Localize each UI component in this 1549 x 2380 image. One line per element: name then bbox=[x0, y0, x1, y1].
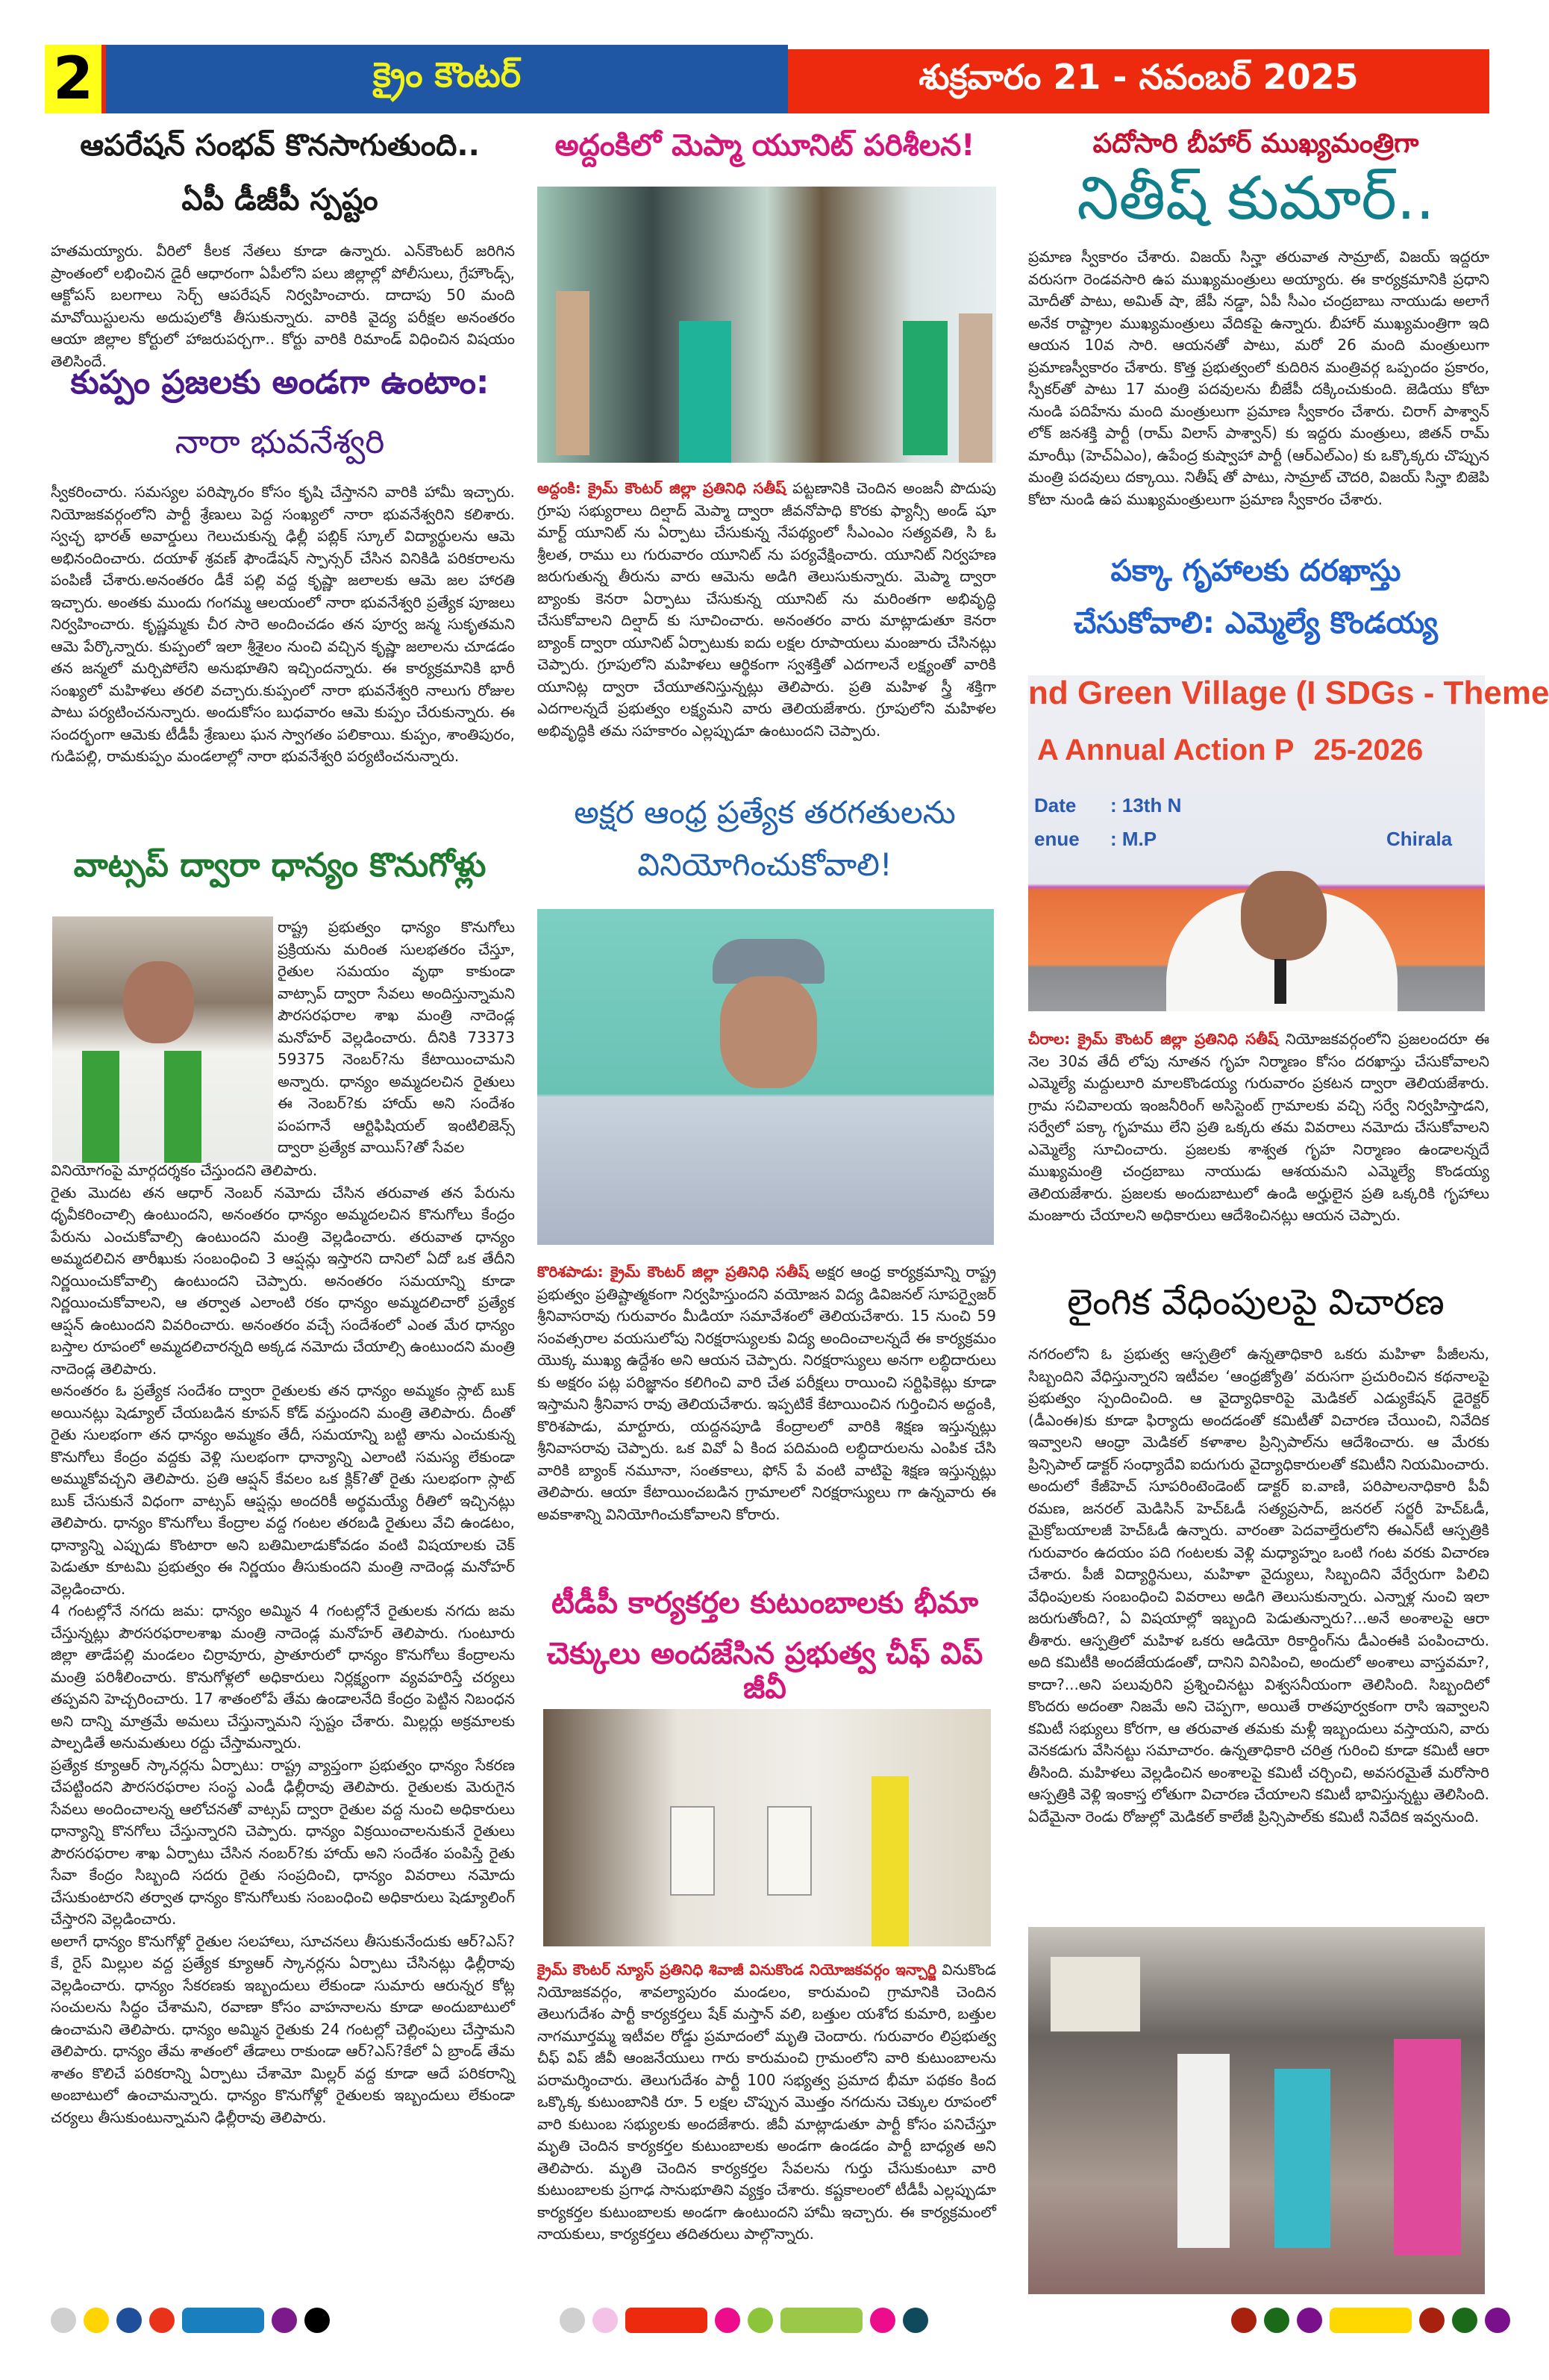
yellow-scarf bbox=[871, 1776, 909, 1946]
paragraph: హతమయ్యారు. వీరిలో కీలక నేతలు కూడా ఉన్నారు. ఎన్‌కౌంటర్ జరిగిన ప్రాంతంలో లభించిన డైరీ ఆధారంగా ఏపీలోని పలు జిల్లాల్లో పోలీసులు, గ్రేహౌండ్స్, ఆక్టోపస్ బలగాలు సెర్చ్ ఆపరేషన్ నిర్వహించారు. దాదాపు 50 మంది మావోయిస్టులను అదుపులోకి తీసుకున్నారు. వారికి వైద్య పరీక్షల అనంతరం ఆయా జిల్లాల కోర్టులో హాజరుపర్చగా.. కోర్టు వారికి రిమాండ్ విధించిన విషయం తెలిసిందే. bbox=[51, 242, 515, 370]
color-dot bbox=[84, 2308, 109, 2333]
paragraph: నగరంలోని ఓ ప్రభుత్వ ఆస్పత్రిలో ఉన్నతాధికారి ఒకరు మహిళా పీజీలను, సిబ్బందిని వేధిస్తున్నారని ఇటీవల ‘ఆంధ్రజ్యోతి’ వరుసగా ప్రచురించిన కథనాలపై ప్రభుత్వం స్పందించింది. ఆ వైద్యాధికారిపై మెడికల్ ఎడ్యుకేషన్ డైరెక్టర్ (డీఎంఈ)కు కూడా ఫిర్యాదు అందడంతో కమిటీతో విచారణ చేయించి, నివేదిక ఇవ్వాలని ఆంధ్రా మెడికల్ కళాశాల ప్రిన్సిపాల్‌ను ఆదేశించారు. ఆ మేరకు ప్రిన్సిపాల్ డాక్టర్ సంధ్యాదేవి ఐదుగురు వైద్యాధికారులతో కమిటీని నియమించారు. అందులో కేజీహెచ్ సూపరింటెండెంట్ డాక్టర్ ఐ.వాణి, పరిపాలనాధికారి పీవీ రమణ, జనరల్ మెడిసిన్ హెచ్ఓడీ సత్యప్రసాద్, జనరల్ సర్జరీ హెచ్ఓడీ, మైక్రోబయాలజీ హెచ్ఓడీ ఉన్నారు. వారంతా పెదవాల్తేరులోని ఈఎన్‌టీ ఆస్పత్రికి గురువారం ఉదయం పది గంటలకు వెళ్లి మధ్యాహ్నం ఒంటి గంట వరకు విచారణ చేశారు. పీజీ విద్యార్థినులు, మహిళా వైద్యులు, సిబ్బందిని వేర్వేరుగా పిలిచి వేధింపులకు సంబంధించి వివరాలు అడిగి తెలుసుకున్నారు. ఎన్నాళ్ల నుంచి ఇలా జరుగుతోంది?, ఏ విషయాల్లో ఇబ్బంది పెడుతున్నారు?...అనే అంశాలపై ఆరా తీశారు. ఆస్పత్రిలో మహిళ ఒకరు ఆడియో రికార్డింగ్‌ను డీఎంఈకి పంపించారు. అది కమిటీకి అందజేయడంతో, దానిని వినిపించి, అందులో అంశాలు వాస్తవమా?, కాదా?...అని పలువురిని ప్రశ్నించినట్టు విశ్వసనీయంగా తెలిసింది. సిబ్బందిలో కొందరు అదంతా నిజమే అని చెప్పగా, అయితే రాతపూర్వకంగా రాసి ఇవ్వాలని కమిటీ సభ్యులు కోరగా, ఆ తరువాత తమకు మళ్లీ ఇబ్బందులు వస్తాయని, వారు వెనకడుగు వేసినట్టు సమాచారం. ఉన్నతాధికారి చరిత్ర గురించి కూడా కమిటీ ఆరా తీసింది. మహిళలు వెల్లడించిన అంశాలపై కమిటీ చర్చించి, అవసరమైతే మరోసారి ఆస్పత్రికి వెళ్లి ఇంకాస్త లోతుగా విచారణ చేయాలని కమిటీ భావిస్తున్నట్టు తెలిసింది. ఏదేమైనా రెండు రోజుల్లో మెడికల్ కాలేజీ ప్రిన్సిపాల్‌కు కమిటీ నివేదిక ఇవ్వనుంది. bbox=[1028, 1345, 1489, 1825]
color-dot bbox=[272, 2308, 297, 2333]
dateline: కొరిశపాడు: క్రైమ్ కౌంటర్ జిల్లా ప్రతినిధి సతీష్ bbox=[537, 1263, 809, 1281]
headline-tdp-insurance-2: చెక్కులు అందజేసిన ప్రభుత్వ చీఫ్ విప్ జీవీ bbox=[546, 1637, 983, 1705]
photo-mepma-shop bbox=[537, 187, 996, 463]
dateline: క్రైమ్ కౌంటర్ న్యూస్ ప్రతినిధి శివాజీ వినుకొండ నియోజకవర్గం ఇన్చార్జి bbox=[537, 1961, 937, 1978]
person-man bbox=[959, 313, 992, 463]
headline-mla-kondaiah: చేసుకోవాలి: ఎమ్మెల్యే కొండయ్య bbox=[1074, 606, 1438, 640]
photo-supervisor-srinivasarao bbox=[537, 909, 994, 1245]
kicker-bihar-cm: పదోసారి బీహార్ ముఖ్యమంత్రిగా bbox=[1092, 128, 1419, 159]
face bbox=[1241, 871, 1327, 961]
color-dot bbox=[1452, 2308, 1477, 2333]
page-number: 2 bbox=[45, 45, 106, 113]
banner-text: nd Green Village (I SDGs - Theme bbox=[1028, 675, 1549, 711]
body-text: అక్షర ఆంధ్ర కార్యక్రమాన్ని రాష్ట్ర ప్రభుత్వం ప్రతిష్టాత్మకంగా నిర్వహిస్తుందని వయోజన విద్య డివిజనల్ సూపర్వైజర్ శ్రీనివాసరావు గురువారం మీడియా సమావేశంలో తెలియచేశారు. 15 నుంచి 59 సంవత్సరాల వయసులోపు నిరక్షరాస్యులకు విద్య అందించాలన్నదే ఈ కార్యక్రమం యొక్క ముఖ్య ఉద్దేశం అని ఆయన చెప్పారు. నిరక్షరాస్యులు అనగా లబ్ధిదారులు కు అక్షరం పట్ల పరిజ్ఞానం కలిగించి వారి చేత పరీక్షలు రాయించి సర్టిఫికెట్లు కూడా ఇస్తామని శ్రీనివాస రావు తెలియచేశారు. ఇప్పటికే కేటాయించిన గుర్తించిన అద్దంకి, కొరిశపాడు, మార్టూరు, యద్దనపూడి కేంద్రాలలో వారికి శిక్షణ ఇస్తున్నట్లు శ్రీనివాసరావు చెప్పారు. ఒక వివో ఏ కింద పదిమంది లబ్ధిదారులను ఎంపిక చేసి వారికి బ్యాంక్ నమూనా, సంతకాలు, ఫోన్ పే వంటి వాటిపై శిక్షణ ఇస్తున్నట్లు తెలిపారు. ఆయా కేటాయించబడిన గ్రామాలలో నిరక్షరాస్యులు గా ఉన్నవారు ఈ అవకాశాన్ని వినియోగించుకోవాలని కోరారు. bbox=[537, 1263, 996, 1523]
banner-date-value: : 13th N bbox=[1110, 794, 1182, 816]
paragraph: 4 గంటల్లోనే నగదు జమ: ధాన్యం అమ్మిన 4 గంటల్లోనే రైతులకు నగదు జమ చేస్తున్నట్లు పౌరసరఫరాలశాఖ మంత్రి నాదెండ్ల మనోహర్ తెలిపారు. గుంటూరు జిల్లా తాడేపల్లి మండలం చిర్రావూరు, ప్రాతూరులో ధాన్యం కొనుగోలు కేంద్రాలను మంత్రి పరిశీలించారు. కొనుగోళ్లలో అధికారులు నిర్లక్ష్యంగా వ్యవహరిస్తే చర్యలు తప్పవని హెచ్చరించారు. 17 శాతంలోపే తేమ ఉండాలనేది కేంద్రం పెట్టిన నిబంధన అని దాన్ని మాత్రమే అమలు చేస్తున్నామని స్పష్టం చేశారు. మిల్లర్లు అక్రమాలకు పాల్పడితే అనుమతులు రద్దు చేస్తామన్నారు. bbox=[51, 1602, 515, 1752]
color-dot bbox=[592, 2308, 618, 2333]
cheque bbox=[670, 1806, 715, 1896]
article-body-operation bbox=[51, 240, 515, 370]
color-dot bbox=[51, 2308, 76, 2333]
dateline: చీరాల: క్రైమ్ కౌంటర్ జిల్లా ప్రతినిధి సతీష్ bbox=[1028, 1030, 1279, 1048]
paragraph bbox=[1028, 1028, 1489, 1227]
paragraph: వినియోగంపై మార్గదర్శకం చేస్తుందని తెలిపారు. bbox=[51, 1161, 318, 1179]
headline-harassment-inquiry: లైంగిక వేధింపులపై విచారణ bbox=[1067, 1281, 1445, 1323]
issue-date: శుక్రవారం 21 - నవంబర్ 2025 bbox=[788, 49, 1489, 113]
color-dot bbox=[1485, 2308, 1510, 2333]
article-body-tdp bbox=[537, 1959, 996, 2273]
color-dot bbox=[1231, 2308, 1257, 2333]
body-text: పట్టణానికి చెందిన అంజనీ పొదుపు గ్రూపు సభ్యురాలు దిల్షాద్ మెప్మా ద్వారా జీవనోపాధి కొరకు ఫ్యాన్సీ అండ్ షూ మార్ట్ యూనిట్ ను ఏర్పాటు చేసుకున్న నేపథ్యంలో సీఎంఎం సత్యవతి, సి ఓ శ్రీలత, రాము లు గురువారం యూనిట్ ను పర్యవేక్షించారు. యూనిట్ నిర్వహణ జరుగుతున్న తీరును వారు ఆమెను అడిగి తెలుసుకున్నారు. మెప్మా ద్వారా బ్యాంకు కెనరా ఏర్పాటు చేసుకున్న యూనిట్ ను మరింతగా అభివృద్ధి చేసుకోవాలని దిల్షాద్ కు సూచించారు. అనంతరం వారు మాట్లాడుతూ కెనరా బ్యాంక్ ద్వారా యూనిట్ ఏర్పాటుకు ఐదు లక్షల రూపాయలు మంజూరు చేసినట్లు చెప్పారు. గ్రూపులోని మహిళలు ఆర్థికంగా స్వశక్తితో ఎదగాలనే లక్ష్యంతో వారికి యూనిట్ల ద్వారా చేయూతనిస్తున్నట్లు తెలిపారు. ప్రతి మహిళ స్త్రీ శక్తిగా ఎదగాలన్నదే ప్రభుత్వం లక్ష్యమని వారు తెలియజేశారు. గ్రూపులోని మహిళల అభివృద్ధికి తమ సహకారం ఎల్లప్పుడూ ఉంటుందని చెప్పారు. bbox=[537, 479, 996, 740]
person-man bbox=[556, 291, 589, 455]
footer-dots-right bbox=[1231, 2308, 1510, 2333]
color-dot bbox=[1419, 2308, 1445, 2333]
person-doctor-woman bbox=[1394, 2039, 1461, 2255]
headline-akshara-andhra: అక్షర ఆంధ్ర ప్రత్యేక తరగతులను bbox=[574, 794, 956, 831]
color-dot bbox=[560, 2308, 585, 2333]
color-dot bbox=[1264, 2308, 1289, 2333]
color-dot bbox=[304, 2308, 330, 2333]
headline-whatsapp-paddy: వాట్సప్ ద్వారా ధాన్యం కొనుగోళ్లు bbox=[73, 846, 486, 884]
banner-venue-label: enue bbox=[1034, 828, 1080, 850]
article-body-chirala bbox=[1028, 1028, 1489, 1282]
body-text: నియోజకవర్గంలోని ప్రజలందరూ ఈ నెల 30వ తేదీ లోపు నూతన గృహ నిర్మాణం కోసం దరఖాస్తు చేసుకోవాలని ఎమ్మెల్యే మద్దులూరి మాలకొండయ్య గురువారం ప్రకటన ద్వారా తెలియజేశారు. గ్రామ సచివాలయ ఇంజనీరింగ్ అసిస్టెంట్ గ్రామాలకు వచ్చి సర్వే నిర్వహిస్తాడని, సర్వేలో పక్కా గృహము లేని ప్రతి ఒక్కరు తమ వివరాలు నమోదు చేసుకోవాలని ఎమ్మెల్యే సూచించారు. ప్రజలకు శాశ్వత గృహ నిర్మాణం ఉండాలన్నదే ముఖ్యమంత్రి చంద్రబాబు నాయుడు ఆశయమని ఎమ్మెల్యే కొండయ్య తెలియజేశారు. ప్రజలకు అందుబాటులో ఉండి అర్హులైన ప్రతి ఒక్కరికి గృహాలు మంజూరు చేయాలని అధికారులు ఆదేశించినట్లు ఆయన చెప్పారు. bbox=[1028, 1030, 1489, 1224]
paragraph bbox=[537, 478, 996, 742]
paragraph: ప్రమాణ స్వీకారం చేశారు. విజయ్ సిన్హా తరువాత సామ్రాట్, విజయ్ ఇద్దరూ వరుసగా రెండవసారి ఉప ముఖ్యమంత్రులు అయ్యారు. ఈ కార్యక్రమానికి ప్రధాని మోదీతో పాటు, అమిత్ షా, జేపీ నడ్డా, ఏపీ సీఎం చంద్రబాబు నాయుడు అలాగే అనేక రాష్ట్రాల ముఖ్యమంత్రులు వేదికపై ఉన్నారు. బీహార్ ముఖ్యమంత్రిగా ఇది ఆయన 10వ సారి. ఆయనతో పాటు, మరో 26 మంది మంత్రులుగా ప్రమాణస్వీకారం చేశారు. కొత్త ప్రభుత్వంలో కుదిరిన మంత్రివర్గ ఒప్పందం ప్రకారం, స్పీకర్‌తో పాటు 17 మంత్రి పదవులను బీజేపీ దక్కించుకుంది. జెడియు కోటా నుండి పదిహేను మంది మంత్రులుగా ప్రమాణ స్వీకారం చేశారు. చిరాగ్ పాశ్వాన్ లోక్ జనశక్తి పార్టీ (రామ్ విలాస్ పాశ్వాన్) కు ఇద్దరు మంత్రులు, జితన్ రామ్ మాంఝీ (హెచ్ఏఎం), ఉపేంద్ర కుష్వాహా పార్టీ (ఆర్ఎల్ఎం) కు ఒక్కొక్కరు చొప్పున మంత్రి పదవులు దక్కాయి. నితీష్ తో పాటు, సామ్రాట్ చౌదరి, విజయ్ సిన్హా బిజెపి కోటా నుండి ఉప ముఖ్యమంత్రులుగా ప్రమాణ స్వీకారం చేశారు. bbox=[1028, 248, 1489, 508]
subheadline-dgp: ఏపీ డీజీపీ స్పష్టం bbox=[181, 183, 378, 217]
article-body-akshara bbox=[537, 1261, 996, 1556]
cheque bbox=[767, 1806, 812, 1896]
banner-date-label: Date bbox=[1034, 794, 1077, 816]
banner-text: 25-2026 bbox=[1313, 734, 1424, 766]
color-dot bbox=[1297, 2308, 1322, 2333]
article-body-kuppam bbox=[51, 481, 515, 816]
dateline: అద్దంకి: క్రైమ్ కౌంటర్ జిల్లా ప్రతినిధి సతీష్ bbox=[537, 479, 786, 497]
person-dupatta bbox=[903, 321, 948, 455]
face bbox=[123, 961, 194, 1043]
color-dot bbox=[116, 2308, 142, 2333]
banner-venue-value: : M.P bbox=[1110, 828, 1157, 850]
banner-venue-end: Chirala bbox=[1386, 828, 1453, 850]
article-body-nitish bbox=[1028, 246, 1489, 560]
article-body-mepma bbox=[537, 478, 996, 776]
person-saree bbox=[1274, 2069, 1330, 2248]
person-saree bbox=[679, 321, 731, 463]
photo-cheque-distribution bbox=[543, 1709, 991, 1946]
body-text: వినుకొండ నియోజకవర్గం, శావల్యాపురం మండలం, కారుమంచి గ్రామానికి చెందిన తెలుగుదేశం పార్టీ కార్యకర్తలు షేక్ మస్తాన్ వలి, బత్తుల యశోద కుమారి, బత్తుల నాగమూర్తమ్మ ఇటీవల రోడ్డు ప్రమాదంలో మృతి చెందారు. గురువారం లిప్రభుత్వ చీఫ్ విప్ జీవీ ఆంజనేయులు గారు కారుమంచి గ్రామంలోని వారి కుటుంబాలను పరామర్శించారు. తెలుగుదేశం పార్టీ 100 సభ్యత్వ ప్రమాద భీమా పథకం కింద ఒక్కొక్క కుటుంబానికి రూ. 5 లక్షల చొప్పున మొత్తం నగదును చెక్కుల రూపంలో వారి కుటుంబ సభ్యులకు అందజేశారు. జీవీ మాట్లాడుతూ పార్టీ కోసం పనిచేస్తూ మృతి చెందిన కార్యకర్తల కుటుంబాలకు అండగా ఉండడం పార్టీ బాధ్యత అని తెలిపారు. మృతి చెందిన కార్యకర్తల సేవలను గుర్తు చేసుకుంటూ వారి కుటుంబాలకు ప్రగాఢ సానుభూతిని వ్యక్తం చేశారు. కష్టకాలంలో టీడీపీ ఎల్లప్పుడూ కార్యకర్తల కుటుంబాలకు అండగా ఉంటుందని హామీ ఇచ్చారు. ఈ కార్యక్రమంలో నాయకులు, కార్యకర్తలు తదితరులు పాల్గొన్నారు. bbox=[537, 1961, 996, 2243]
headline-pakka-houses: పక్కా గృహాలకు దరఖాస్తు bbox=[1110, 554, 1401, 588]
color-dot bbox=[149, 2308, 175, 2333]
footer-dots-left bbox=[51, 2308, 330, 2333]
color-bar bbox=[780, 2308, 863, 2333]
headline-tdp-insurance: టీడీపీ కార్యకర్తల కుటుంబాలకు భీమా bbox=[551, 1586, 979, 1620]
color-bar bbox=[625, 2308, 707, 2333]
headline-kuppam: కుప్పం ప్రజలకు అండగా ఉంటాం: bbox=[70, 363, 489, 402]
banner-text-row bbox=[1037, 734, 1423, 766]
color-dot bbox=[903, 2308, 928, 2333]
face bbox=[720, 976, 817, 1088]
article-body-harassment bbox=[1028, 1343, 1489, 1911]
paragraph bbox=[537, 1959, 996, 2246]
article-side-text-whatsapp bbox=[278, 916, 515, 1157]
paragraph: స్వీకరించారు. సమస్యల పరిష్కారం కోసం కృషి చేస్తానని వారికి హామీ ఇచ్చారు. నియోజకవర్గంలోని పార్టీ శ్రేణులు పెద్ద సంఖ్యలో నారా భువనేశ్వరిని కలిశారు. స్వచ్ఛ భారత్ అవార్డులు గెలుచుకున్న ఢిల్లీ పబ్లిక్ స్కూల్ విద్యార్థులను ఆమె అభినందించారు. దయాళ్ శ్రవణ్ ఫౌండేషన్ స్పాన్సర్ చేసిన వినికిడి పరికరాలను పంపిణీ చేశారు.అనంతరం డీకే పల్లి వద్ద కృష్ణా జలాలకు ఆమె జల హారతి ఇచ్చారు. అంతకు ముందు గంగమ్మ ఆలయంలో నారా భువనేశ్వరి ప్రత్యేక పూజలు నిర్వహించారు. కృష్ణమ్మకు చీర సారె అందించడం తన పూర్వ జన్మ సుకృతమని ఆమె పేర్కొన్నారు. కుప్పంలో ఇలా శ్రీశైలం నుంచి వచ్చిన కృష్ణా జలాలను చూడడం తన జన్మలో మర్చిపోలేని అనుభూతిని ఇచ్చిందన్నారు. ఈ కార్యక్రమానికి భారీ సంఖ్యలో మహిళలు తరలి వచ్చారు.కుప్పంలో నారా భువనేశ్వరి నాలుగు రోజుల పాటు పర్యటించనున్నారు. అందుకోసం బుధవారం ఆమె కుప్పం చేరుకున్నారు. ఈ సందర్భంగా ఆమెకు టీడీపీ శ్రేణులు ఘన స్వాగతం పలికాయి. కుప్పం, శాంతిపురం, గుడిపల్లి, రామకుప్పం మండలాల్లో నారా భువనేశ్వరి పర్యటించనున్నారు. bbox=[51, 483, 515, 765]
footer-dots-middle bbox=[560, 2308, 928, 2333]
banner-text: A Annual Action P bbox=[1037, 734, 1295, 766]
paragraph: రైతు మొదట తన ఆధార్ నెంబర్ నమోదు చేసిన తరువాత తన పేరును ధృవీకరించాల్సి ఉంటుందని, అనంతరం ధాన్యం అమ్మదలచిన కొనుగోలు కేంద్రం పేరును ఎంచుకోవాల్సి ఉంటుందని మంత్రి వెల్లడించారు. తరువాత ధాన్యం అమ్మదలిచిన తారీఖుకు సంబంధించి 3 ఆప్షన్లు ఇస్తారని దానిలో ఏదో ఒక తేదీని నిర్ణయించుకోవాల్సి ఉంటుందని చెప్పారు. అనంతరం సమయాన్ని కూడా నిర్ణయించుకోవాలని, ఆ తర్వాత ఎలాంటి రకం ధాన్యం అమ్మదలిచారో ప్రత్యేక ఆప్షన్ ఉంటుందని వివరించారు. అనంతరం వచ్చే సందేశంలో ఎంత మేర ధాన్యం బస్తాల రూపంలో అమ్మదలిచారన్నది అక్కడ నమోదు చేయాల్సి ఉంటుందని మంత్రి నాదెండ్ల తెలిపారు. bbox=[51, 1183, 515, 1378]
headline-akshara-andhra-2: వినియోగించుకోవాలి! bbox=[637, 846, 892, 883]
masthead: క్రైం కౌంటర్ bbox=[106, 45, 788, 113]
color-dot bbox=[748, 2308, 773, 2333]
article-body-whatsapp bbox=[51, 1160, 515, 2272]
paragraph: అలాగే ధాన్యం కొనుగోళ్లో రైతుల సలహాలు, సూచనలు తీసుకునేందుకు ఆర్?ఎస్?కే, రైస్ మిల్లుల వద్ద ప్రత్యేక క్యూఆర్ స్కానర్లను ఏర్పాటు చేసినట్లు ఢిల్లీరావు వెల్లడించారు. ధాన్యం సేకరణకు ఇబ్బందులు లేకుండా సుమారు ఆరున్నర కోట్ల సంచులను సిద్ధం చేశామని, రవాణా కోసం వాహనాలను కూడా అందుబాటులో ఉంచామని తెలిపారు. ధాన్యం అమ్మిన రైతుకు 24 గంటల్లో చెల్లింపులు చేస్తామని తెలిపారు. ధాన్యం తేమ శాతంలో తేడాలు రాకుండా ఆర్?ఎస్?కేలో ఏ బ్రాండ్ తేమ శాతం కొలిచే పరికరాన్ని ఏర్పాటు చేశామో మిల్లర్ వద్ద కూడా ఆదే పరికరాన్ని అంబాటులో ఉంచామన్నారు. ధాన్యం కొనుగోళ్లో రైతులకు ఇబ్బందులు లేకుండా చర్యలు తీసుకుంటున్నామని ఢిల్లీరావు తెలిపారు. bbox=[51, 1931, 515, 2126]
color-dot bbox=[715, 2308, 740, 2333]
color-bar bbox=[1330, 2308, 1412, 2333]
microphone bbox=[1274, 959, 1286, 1004]
paragraph: రాష్ట్ర ప్రభుత్వం ధాన్యం కొనుగోలు ప్రక్రియను మరింత సులభతరం చేస్తూ, రైతుల సమయం వృథా కాకుండా వాట్సాప్ ద్వారా సేవలు అందిస్తున్నామని పౌరసరఫరాల శాఖ మంత్రి నాదెండ్ల మనోహర్ వెల్లడించారు. దీనికి 73373 59375 నెంబర్?ను కేటాయించామని అన్నారు. ధాన్యం అమ్మదలచిన రైతులు ఈ నెంబర్?కు హాయ్ అని సందేశం పంపగానే ఆర్టిఫిషియల్ ఇంటిలిజెన్స్ ద్వారా ప్రత్యేక వాయిస్?తో సేవల bbox=[278, 918, 515, 1156]
person-doctor bbox=[1177, 2054, 1230, 2248]
paragraph: ప్రత్యేక క్యూఆర్ స్కానర్లను ఏర్పాటు: రాష్ట్ర వ్యాప్తంగా ప్రభుత్వం ధాన్యం సేకరణ చేపట్టిందని పౌరసరఫరాల సంస్థ ఎండీ ఢిల్లీరావు తెలిపారు. రైతులకు మెరుగైన సేవలు అందించాలన్న ఆలోచనతో వాట్సప్ ద్వారా రైతుల వద్ద నుంచి అధికారులు ధాన్యాన్ని కొనగోలు చేస్తున్నారని చెప్పారు. ధాన్యం విక్రయించాలనుకునే రైతులు పౌరసరఫరాల శాఖ ఏర్పాటు చేసిన నంబర్?కు హాయ్ అని సందేశం పంపిస్తే రైతు సేవా కేంద్రం సిబ్బంది సదరు రైతు సంప్రదించి, ధాన్యం వివరాలు నమోదు చేసుకుంటారని తర్వాత ధాన్యం కొనుగోలుకు సంబంధించి అధికారులు షెడ్యూలింగ్ చేస్తారని వెల్లడించారు. bbox=[51, 1755, 515, 1928]
photo-minister-nadendla bbox=[52, 916, 273, 1163]
signboard bbox=[1051, 1957, 1140, 2031]
color-dot bbox=[870, 2308, 895, 2333]
green-scarf bbox=[164, 1051, 201, 1163]
headline-operation-sambhav: ఆపరేషన్ సంభవ్ కొనసాగుతుంది.. bbox=[80, 128, 480, 163]
headline-nitish-kumar: నితీష్ కుమార్.. bbox=[1077, 163, 1435, 233]
paragraph bbox=[537, 1261, 996, 1525]
photo-mla-kondaiah bbox=[1028, 675, 1549, 1011]
color-bar bbox=[182, 2308, 264, 2333]
green-scarf bbox=[82, 1051, 119, 1163]
photo-hospital-committee bbox=[1028, 1927, 1485, 2294]
headline-mepma: అద్దంకిలో మెప్మా యూనిట్ పరిశీలన! bbox=[554, 128, 975, 163]
headline-nara-bhuvaneswari: నారా భువనేశ్వరి bbox=[175, 423, 385, 461]
paragraph: అనంతరం ఓ ప్రత్యేక సందేశం ద్వారా రైతులకు తన ధాన్యం అమ్మకం స్లాట్ బుక్ అయినట్లు షెడ్యూల్ చేయబడిన కూపన్ కోడ్ వస్తుందని మంత్రి తెలిపారు. దీంతో రైతు సులభంగా తన ధాన్యం అమ్మకం తేదీ, సమయాన్ని బట్టి తాను ఎంచుకున్న కొనుగోలు కేంద్రం వద్దకు వెళ్లి సులభంగా ధాన్యాన్ని ఎలాంటి సమస్య లేకుండా అమ్ముకోవచ్చని తెలిపారు. ప్రతి ఆప్షన్ కేవలం ఒక క్లిక్?తో రైతు సులభంగా స్లాట్ బుక్ చేసుకునే విధంగా వాట్సప్ ఆప్షన్లు అందరికీ అర్థమయ్యే రీతిలో ఇచ్చినట్లు తెలిపారు. ధాన్యం కొనుగోలు కేంద్రాల వద్ద గంటల తరబడి రైతులు వేచి ఉండటం, ధాన్యాన్ని ఎప్పుడు కొంటారా అని బతిమిలాడుకోవడం వంటి విషయాలకు చెక్ పెడుతూ కూటమి ప్రభుత్వం ఈ నిర్ణయం తీసుకుందని మంత్రి నాదెండ్ల మనోహర్ వెల్లడించారు. bbox=[51, 1381, 515, 1598]
